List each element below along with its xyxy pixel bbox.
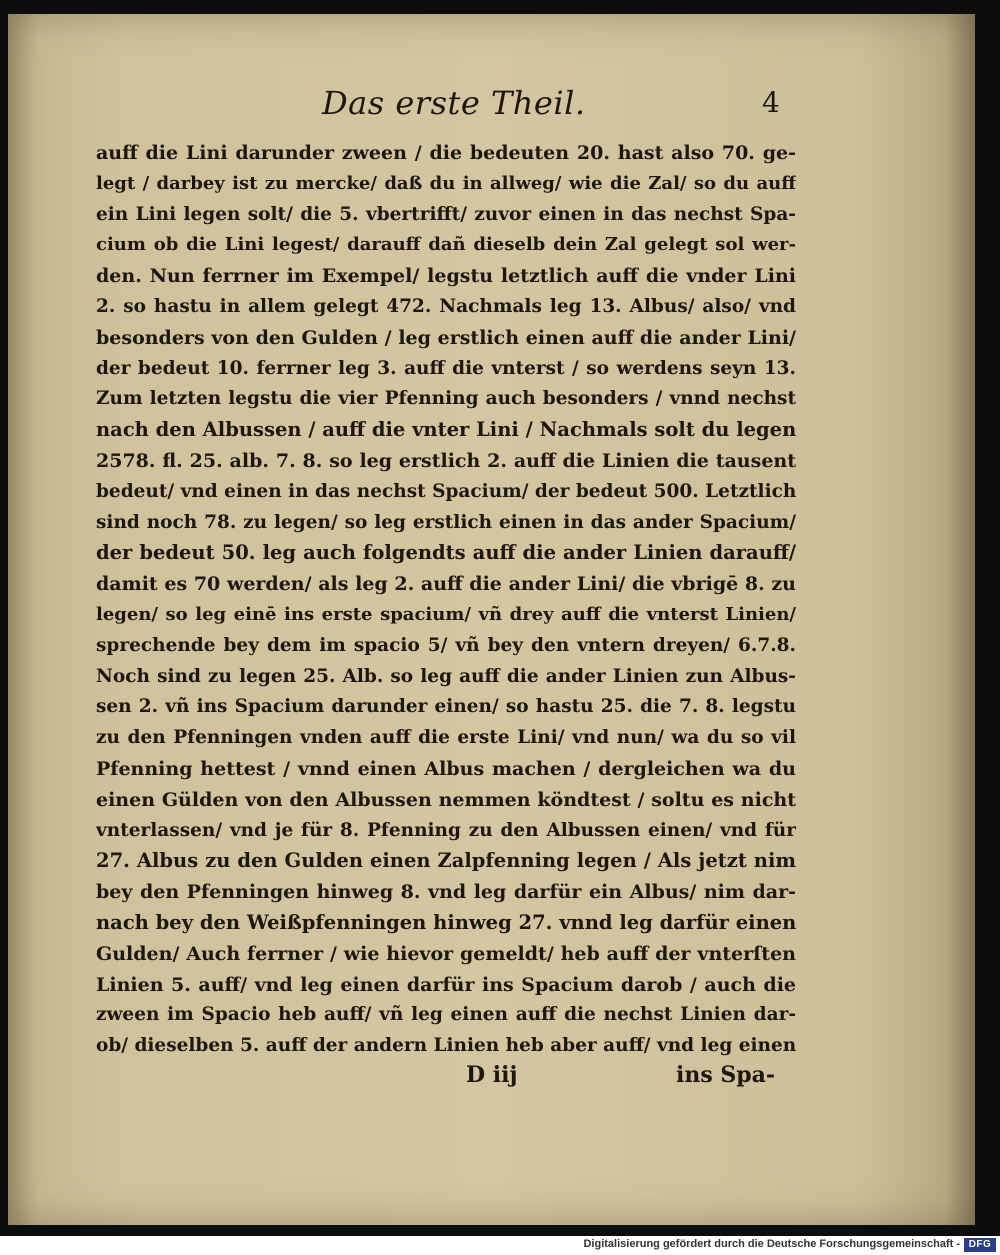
text-line: ein Lini legen solt/ die 5. vbertrifft/ zuvor einen in das nechst Spa- xyxy=(96,203,796,225)
text-line: auff die Lini darunder zween / die bedeuten 20. hast also 70. ge- xyxy=(96,142,796,164)
text-line: Zum letzten legstu die vier Pfenning auch besonders / vnnd nechst xyxy=(96,388,796,410)
text-line: bey den Pfenningen hinweg 8. vnd leg darfür ein Albus/ nim dar- xyxy=(96,881,796,904)
text-line: besonders von den Gulden / leg erstlich einen auff die ander Lini/ xyxy=(96,326,796,349)
text-line: 2578. fl. 25. alb. 7. 8. so leg erstlich 2. auff die Linien die tausent xyxy=(96,449,796,472)
page-title: Das erste Theil. xyxy=(322,84,586,122)
signature-mark: D iij xyxy=(466,1062,518,1088)
text-line: sen 2. vñ ins Spacium darunder einen/ so hastu 25. die 7. 8. legstu xyxy=(96,696,796,718)
page-number: 4 xyxy=(762,86,780,119)
text-line: cium ob die Lini legest/ darauff dañ dieselb dein Zal gelegt sol wer- xyxy=(96,234,796,256)
text-line: nach den Albussen / auff die vnter Lini / Nachmals solt du legen xyxy=(96,418,796,442)
page-text xyxy=(96,138,796,1062)
text-line: vnterlassen/ vnd je für 8. Pfenning zu den Albussen einen/ vnd für xyxy=(96,819,796,841)
text-line: nach bey den Weißpfenningen hinweg 27. vnnd leg darfür einen xyxy=(96,910,796,934)
text-line: Gulden/ Auch ferrner / wie hievor gemeldt/ heb auff der vnterſten xyxy=(96,942,796,965)
dfg-logo-icon[interactable]: DFG xyxy=(964,1238,996,1252)
text-line: zu den Pfenningen vnden auff die erste Lini/ vnd nun/ wa du so vil xyxy=(96,727,796,749)
footer-bar xyxy=(0,1236,1000,1255)
text-line: Linien 5. auff/ vnd leg einen darfür ins Spacium darob / auch die xyxy=(96,973,796,996)
catchword: ins Spa- xyxy=(676,1062,776,1088)
text-line: sind noch 78. zu legen/ so leg erstlich einen in das ander Spacium/ xyxy=(96,511,796,533)
text-line: zween im Spacio heb auff/ vñ leg einen auff die nechst Linien dar- xyxy=(96,1004,796,1026)
text-line: der bedeut 50. leg auch folgendts auff die ander Linien darauff/ xyxy=(96,541,796,565)
catchline xyxy=(96,1062,796,1096)
text-line: bedeut/ vnd einen in das nechst Spacium/ der bedeut 500. Letztlich xyxy=(96,480,796,502)
text-line: 2. so hastu in allem gelegt 472. Nachmals leg 13. Albus/ also/ vnd xyxy=(96,295,796,317)
footer-credit: Digitalisierung gefördert durch die Deutsche Forschungsgemeinschaft - xyxy=(583,1238,960,1250)
text-line: einen Gülden von den Albussen nemmen köndtest / soltu es nicht xyxy=(96,788,796,811)
text-line: Pfenning hettest / vnnd einen Albus machen / dergleichen wa du xyxy=(96,757,796,780)
running-head xyxy=(96,84,796,128)
text-line: legt / darbey ist zu mercke/ daß du in allweg/ wie die Zal/ so du auff xyxy=(96,172,796,194)
text-line: 27. Albus zu den Gulden einen Zalpfenning legen / Als jetzt nim xyxy=(96,849,796,873)
text-line: ob/ dieselben 5. auff der andern Linien heb aber auff/ vnd leg einen xyxy=(96,1035,796,1057)
text-line: legen/ so leg einē ins erste spacium/ vñ drey auff die vnterst Linien/ xyxy=(96,603,796,625)
text-line: Noch sind zu legen 25. Alb. so leg auff die ander Linien zun Albus- xyxy=(96,665,796,687)
text-line: den. Nun ferrner im Exempel/ legstu letztlich auff die vnder Lini xyxy=(96,265,796,288)
text-line: der bedeut 10. ferrner leg 3. auff die vnterst / so werdens seyn 13. xyxy=(96,357,796,379)
text-line: sprechende bey dem im spacio 5/ vñ bey den vntern dreyen/ 6.7.8. xyxy=(96,634,796,656)
text-line: damit es 70 werden/ als leg 2. auff die ander Lini/ die vbrigē 8. zu xyxy=(96,573,796,596)
